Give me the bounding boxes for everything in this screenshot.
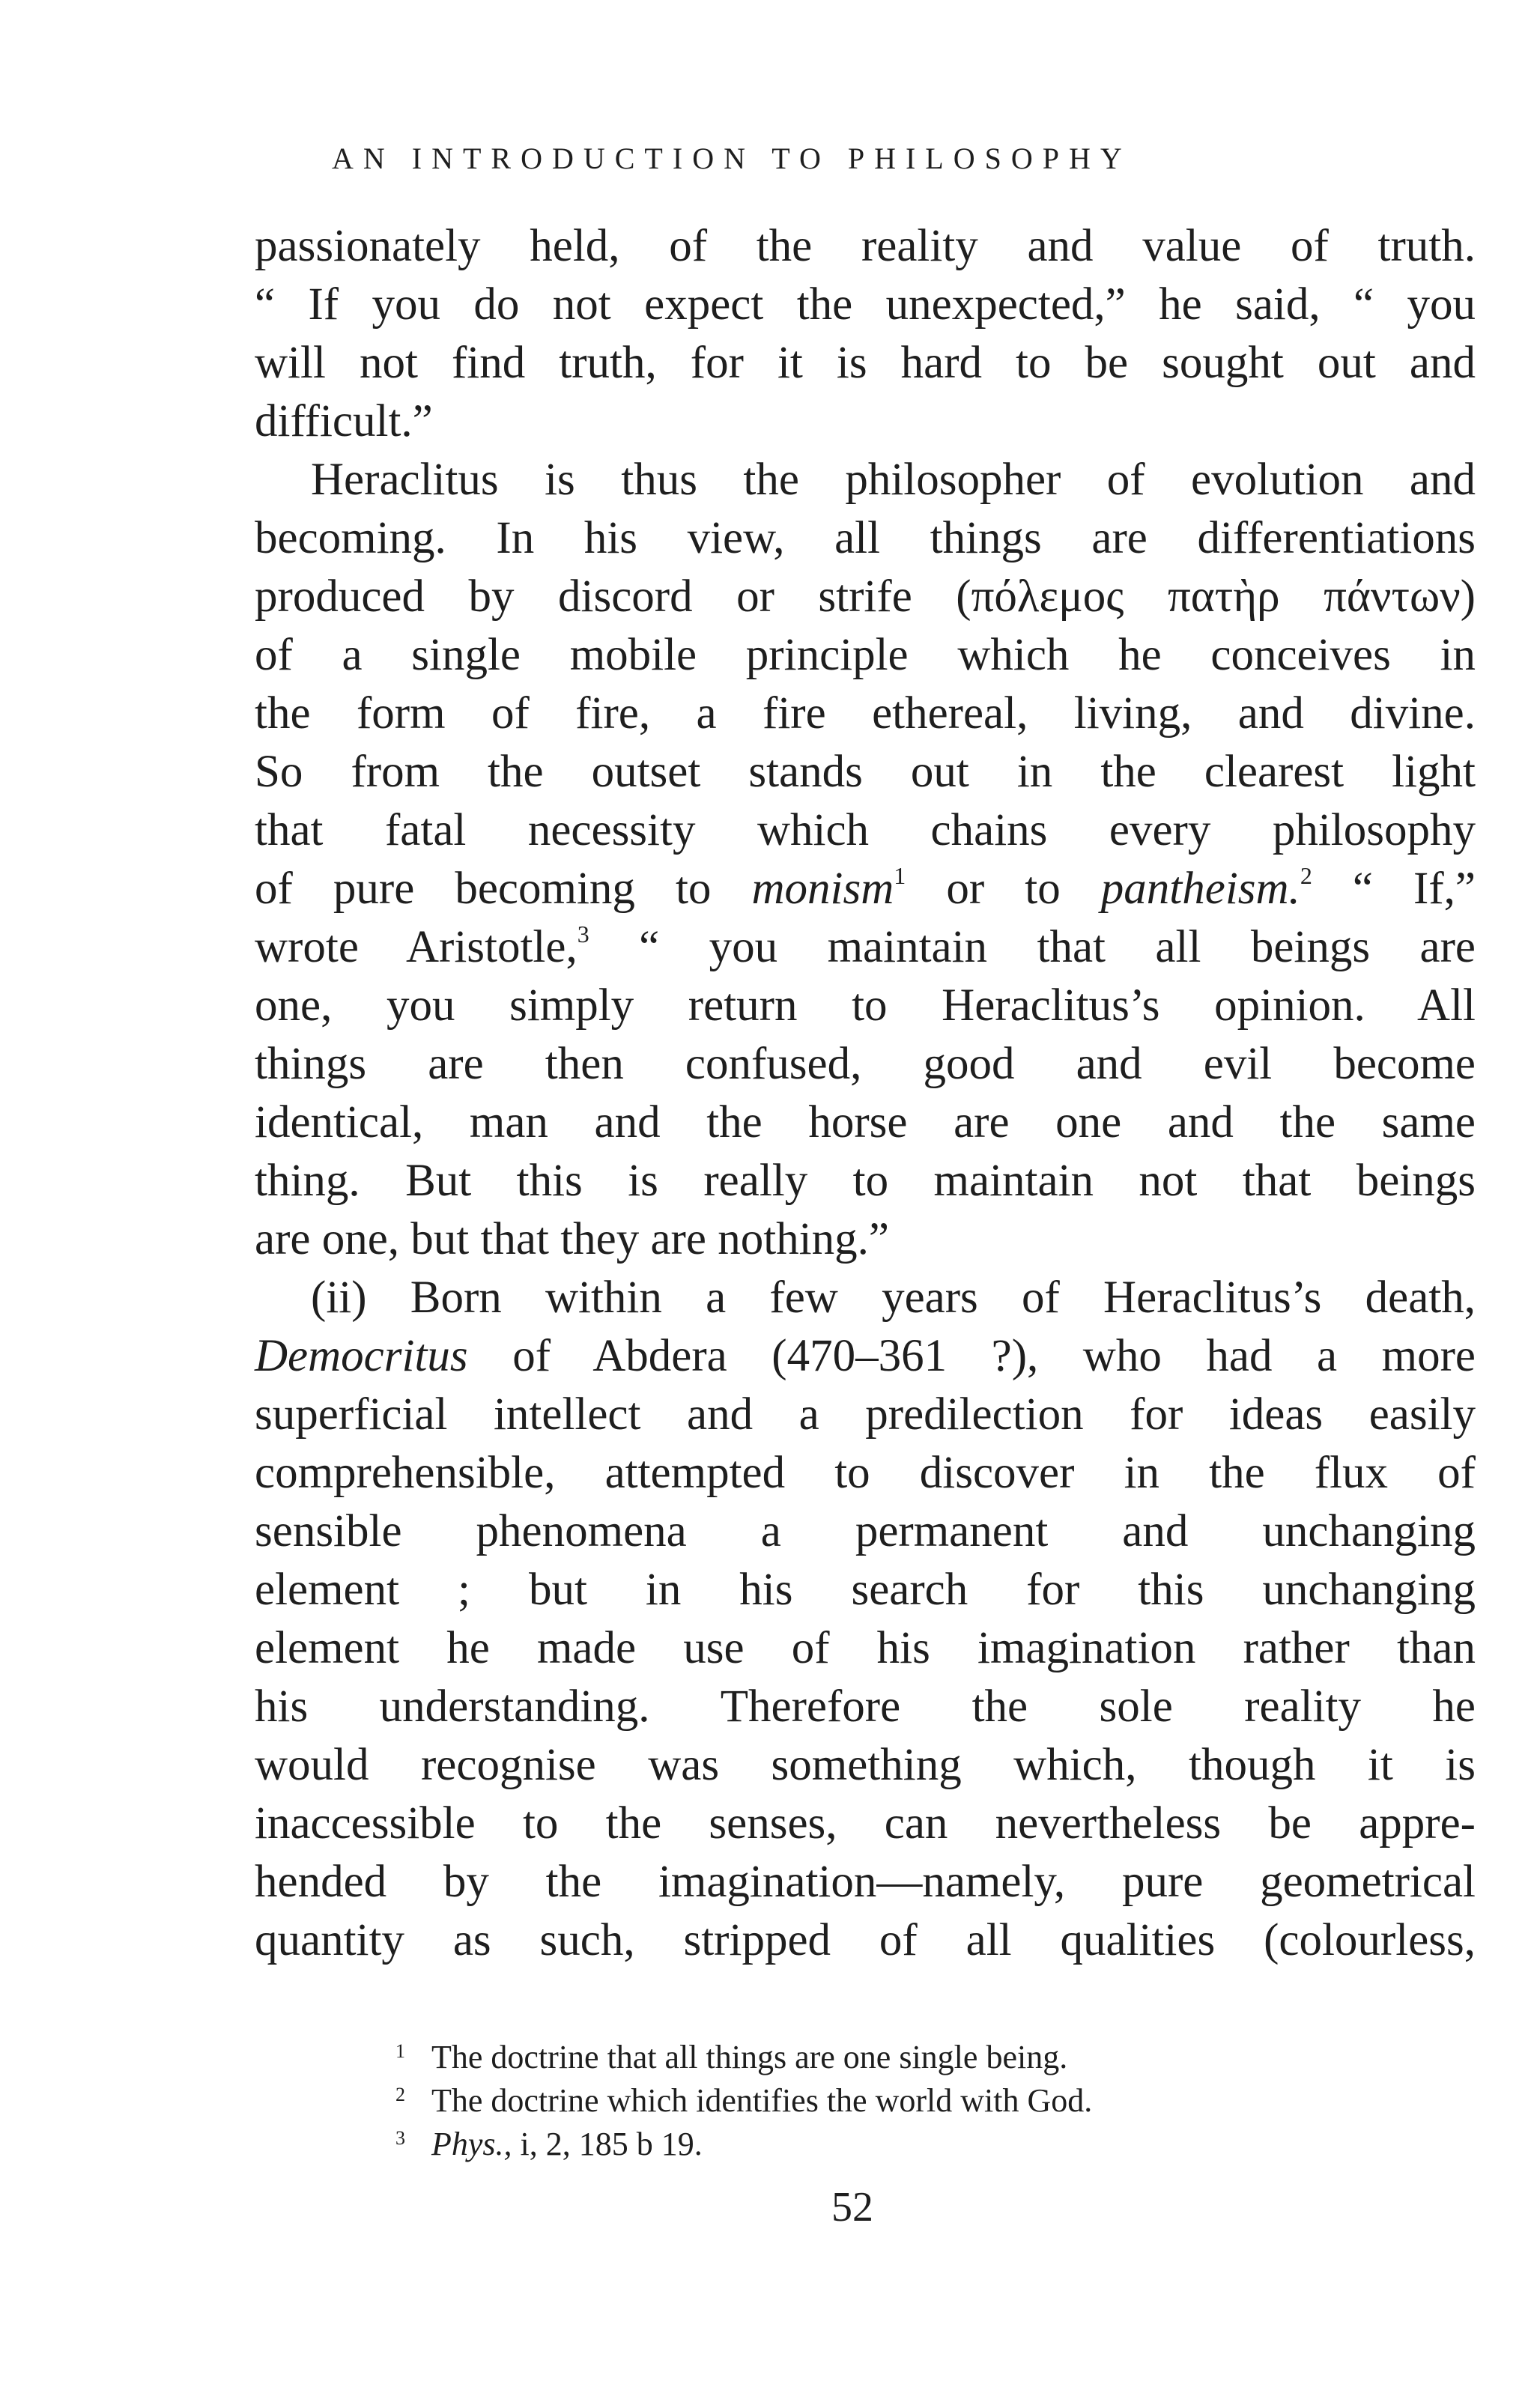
footnote-ref: 2 [1300,862,1312,889]
footnote [395,2117,1369,2160]
text-line: are one, but that they are nothing.” [255,1214,889,1264]
footnote-text: The doctrine which identifies the world with God. [431,2082,1093,2119]
italic-term: pantheism. [1100,864,1300,914]
text-line [255,860,1476,918]
text-line: sensible phenomena a permanent and unchanging [255,1506,1476,1556]
italic-term: monism [751,864,894,914]
italic-name: Democritus [255,1331,468,1381]
footnote [395,2030,1369,2073]
text-line: would recognise was something which, though it is [255,1740,1476,1790]
text-line: thing. But this is really to maintain not that beings [255,1156,1476,1206]
line-text: “ you maintain that all beings are [589,922,1476,972]
footnote-ref: 1 [894,862,906,889]
text-line: his understanding. Therefore the sole reality he [255,1681,1476,1732]
body-text [255,217,1476,1970]
footnote-ref: 3 [577,921,589,947]
text-line: becoming. In his view, all things are differentiations [255,513,1476,563]
footnote-citation: Phys., [431,2126,512,2162]
text-line: difficult.” [255,396,433,446]
text-line [255,1327,1476,1386]
text-line: passionately held, of the reality and value of truth. [255,221,1476,271]
footnote-mark: 2 [395,2084,405,2105]
footnote-mark: 3 [395,2127,405,2149]
line-text: or to [906,864,1101,914]
footnote [395,2073,1369,2117]
line-text: of pure becoming to [255,864,752,914]
text-line: one, you simply return to Heraclitus’s opinion. All [255,980,1476,1031]
text-line: inaccessible to the senses, can nevertheless be appre- [255,1798,1476,1849]
text-line: identical, man and the horse are one and the same [255,1097,1476,1147]
text-line: element he made use of his imagination rather than [255,1623,1476,1673]
text-line: “ If you do not expect the unexpected,” he said, “ you [255,279,1476,330]
text-line: produced by discord or strife (πόλεμος πατὴρ πάντων) [255,571,1476,622]
footnote-text: The doctrine that all things are one single being. [431,2039,1068,2075]
text-line [255,918,1476,977]
paragraph-first-line: Heraclitus is thus the philosopher of evolution and [311,455,1476,505]
text-line: will not find truth, for it is hard to be sought out and [255,338,1476,388]
text-line: that fatal necessity which chains every philosophy [255,805,1476,855]
line-text: of Abdera (470–361 ?), who had a more [467,1331,1476,1381]
text-line: of a single mobile principle which he conceives in [255,630,1476,680]
text-line: hended by the imagination—namely, pure geometrical [255,1857,1476,1907]
text-line: quantity as such, stripped of all qualities (colourless, [255,1915,1476,1965]
text-line: superficial intellect and a predilection for ideas easily [255,1389,1476,1440]
text-line: So from the outset stands out in the clearest light [255,747,1476,797]
line-text: wrote Aristotle, [255,922,577,972]
running-head: AN INTRODUCTION TO PHILOSOPHY [332,142,1132,175]
page-number: 52 [831,2184,873,2230]
text-line: things are then confused, good and evil become [255,1039,1476,1089]
footnotes [395,2030,1369,2160]
paragraph-first-line: (ii) Born within a few years of Heraclitus’s death, [311,1273,1476,1323]
text-line: comprehensible, attempted to discover in the flux of [255,1448,1476,1498]
text-line: element ; but in his search for this unchanging [255,1565,1476,1615]
line-text: “ If,” [1312,864,1476,914]
text-line: the form of fire, a fire ethereal, living, and divine. [255,688,1476,739]
footnote-text: i, 2, 185 b 19. [512,2126,703,2162]
footnote-mark: 1 [395,2040,405,2062]
